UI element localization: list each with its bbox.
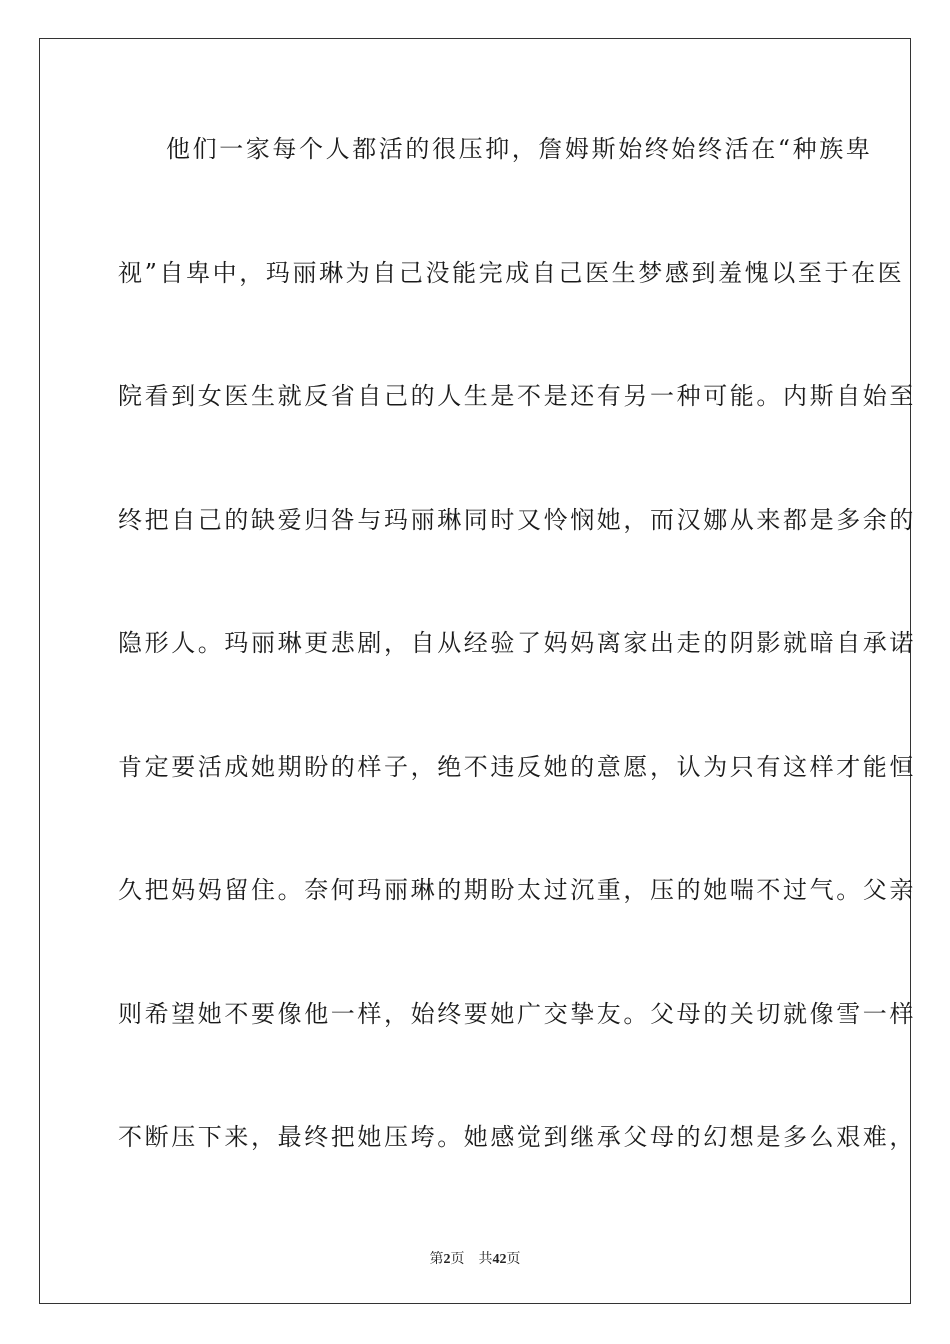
page-suffix: 页 xyxy=(450,1251,465,1267)
paragraph-line: 他们一家每个人都活的很压抑，詹姆斯始终始终活在“种族卑 xyxy=(166,135,873,163)
paragraph-line: 则希望她不要像他一样，始终要她广交挚友。父母的关切就像雪一样 xyxy=(118,999,916,1028)
paragraph-line: 隐形人。玛丽琳更悲剧，自从经验了妈妈离家出走的阴影就暗自承诺 xyxy=(118,629,916,657)
body-text xyxy=(118,129,916,1241)
paragraph-line: 院看到女医生就反省自己的人生是不是还有另一种可能。内斯自始至 xyxy=(118,382,916,410)
paragraph-line: 终把自己的缺爱归咎与玛丽琳同时又怜悯她，而汉娜从来都是多余的 xyxy=(118,505,916,534)
paragraph-line: 肯定要活成她期盼的样子，绝不违反她的意愿，认为只有这样才能恒 xyxy=(118,752,916,781)
total-suffix: 页 xyxy=(506,1251,521,1267)
page-prefix: 第 xyxy=(429,1251,444,1267)
paragraph-line: 视”自卑中，玛丽琳为自己没能完成自己医生梦感到羞愧以至于在医 xyxy=(118,258,905,287)
total-prefix: 共 xyxy=(478,1251,493,1267)
total-pages: 42 xyxy=(492,1252,507,1267)
page-footer xyxy=(0,1248,950,1268)
page-number: 2 xyxy=(443,1252,451,1267)
paragraph-line: 不断压下来，最终把她压垮。她感觉到继承父母的幻想是多么艰难， xyxy=(118,1123,916,1151)
paragraph-line: 久把妈妈留住。奈何玛丽琳的期盼太过沉重，压的她喘不过气。父亲 xyxy=(118,876,916,904)
